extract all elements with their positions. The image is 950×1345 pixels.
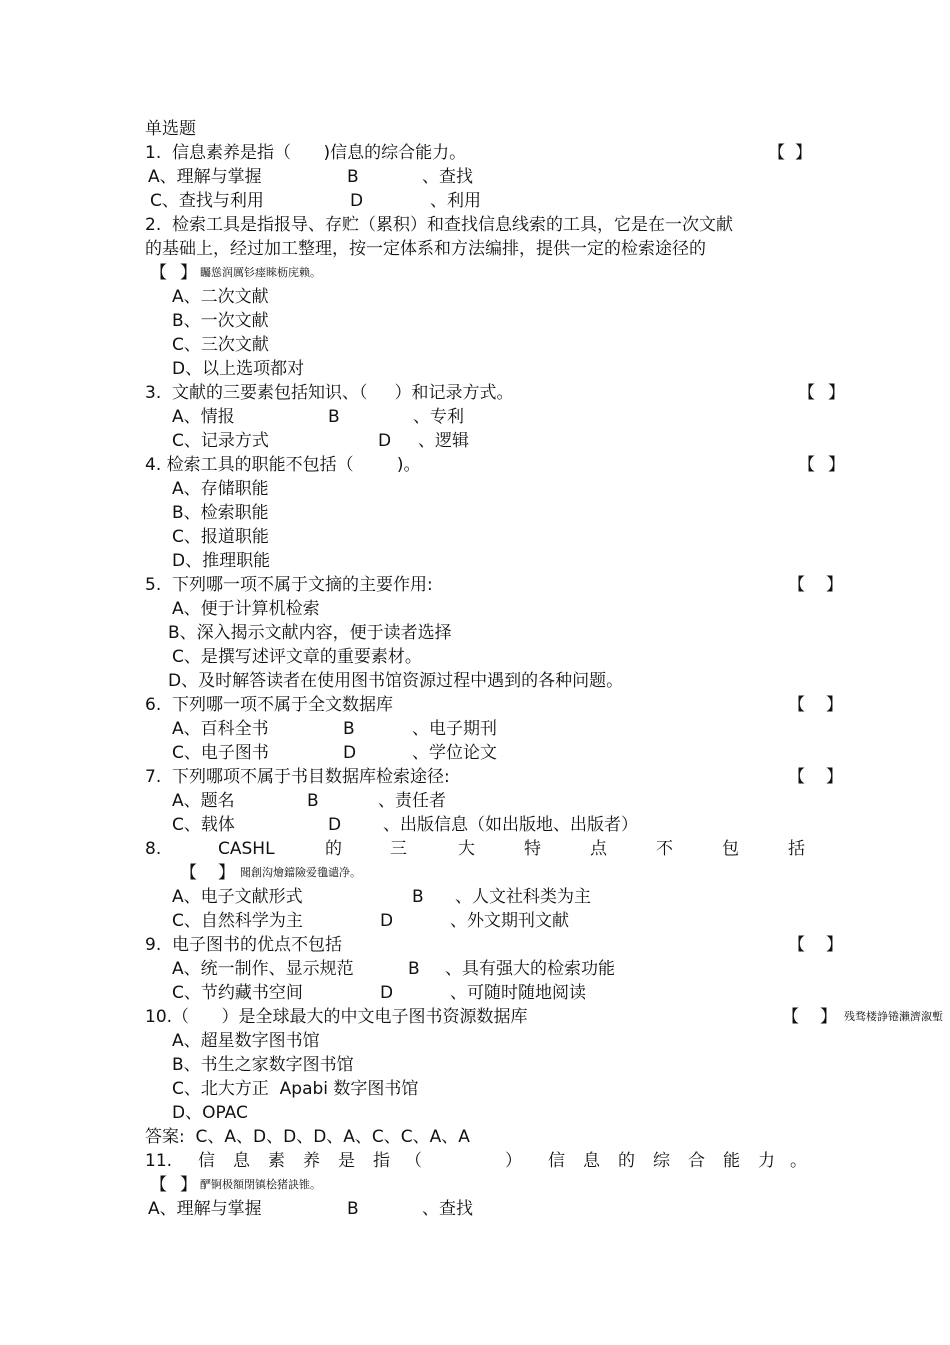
q10-option-b: B、书生之家数字图书馆 <box>172 1055 354 1075</box>
q8-word: 大 <box>458 839 475 859</box>
q11-char: （ <box>405 1151 422 1171</box>
q3-option-d-letter: D <box>378 431 392 451</box>
q10-stem: 10.（ ）是全球最大的中文电子图书资源数据库 <box>145 1007 528 1027</box>
q8-option-c: C、自然科学为主 <box>172 911 303 931</box>
answer-key: 答案: C、A、D、D、D、A、C、C、A、A <box>145 1127 470 1147</box>
q9-option-c: C、节约藏书空间 <box>172 983 303 1003</box>
q2-bracket-close: 】 <box>180 263 197 283</box>
q2-option-d: D、以上选项都对 <box>172 359 305 379</box>
q1-bracket-close: 】 <box>795 143 812 163</box>
q2-bracket-open: 【 <box>150 263 167 283</box>
q2-option-b: B、一次文献 <box>172 311 269 331</box>
q11-bracket-open: 【 <box>150 1175 167 1195</box>
q6-option-a: A、百科全书 <box>172 719 269 739</box>
q11-char: 素 <box>268 1151 285 1171</box>
q4-bracket-open: 【 <box>798 455 815 475</box>
q10-bracket-close: 】 <box>820 1007 837 1027</box>
q7-bracket-open: 【 <box>788 767 805 787</box>
q4-bracket-close: 】 <box>828 455 845 475</box>
q11-char: 能 <box>723 1151 740 1171</box>
q9-option-b-letter: B <box>408 959 420 979</box>
q5-bracket-open: 【 <box>788 575 805 595</box>
q10-noise-text: 残骛楼諍锩瀨濟溆塹 <box>844 1010 943 1023</box>
q11-char: 力 <box>758 1151 775 1171</box>
q11-option-a: A、理解与掌握 <box>148 1199 262 1219</box>
q11-option-b-letter: B <box>347 1199 359 1219</box>
q2-option-c: C、三次文献 <box>172 335 269 355</box>
q1-option-b: 、查找 <box>422 167 473 187</box>
q11-char: 息 <box>583 1151 600 1171</box>
q2-stem-line2: 的基础上，经过加工整理，按一定体系和方法编排，提供一定的检索途径的 <box>145 239 706 259</box>
q7-bracket-close: 】 <box>826 767 843 787</box>
q8-option-a: A、电子文献形式 <box>172 887 303 907</box>
q4-option-c: C、报道职能 <box>172 527 269 547</box>
q5-option-d: D、及时解答读者在使用图书馆资源过程中遇到的各种问题。 <box>168 671 624 691</box>
q5-stem: 5. 下列哪一项不属于文摘的主要作用: <box>145 575 433 595</box>
q11-char: 养 <box>303 1151 320 1171</box>
section-title: 单选题 <box>145 119 196 139</box>
q8-option-d-letter: D <box>380 911 394 931</box>
q5-option-a: A、便于计算机检索 <box>172 599 320 619</box>
q3-option-a: A、情报 <box>172 407 235 427</box>
q3-option-d: 、逻辑 <box>418 431 469 451</box>
q11-char: 信 <box>198 1151 215 1171</box>
q11-bracket-close: 】 <box>180 1175 197 1195</box>
q10-bracket-open: 【 <box>782 1007 799 1027</box>
q10-option-c: C、北大方正 Apabi 数字图书馆 <box>172 1079 419 1099</box>
q8-noise-text: 聞創沟燴鐺險爱氇谴净。 <box>240 866 361 879</box>
q11-char: 指 <box>373 1151 390 1171</box>
q8-word: 的 <box>325 839 342 859</box>
q1-option-b-letter: B <box>347 167 359 187</box>
q8-word: 包 <box>722 839 739 859</box>
q11-noise-text: 酽锕极額閉镇桧猪訣锥。 <box>200 1178 321 1191</box>
q9-bracket-open: 【 <box>788 935 805 955</box>
q8-number: 8. <box>145 839 162 859</box>
q6-option-d: 、学位论文 <box>412 743 497 763</box>
q3-bracket-open: 【 <box>798 383 815 403</box>
q11-char: 综 <box>653 1151 670 1171</box>
q10-option-a: A、超星数字图书馆 <box>172 1031 320 1051</box>
q11-char: 息 <box>233 1151 250 1171</box>
q9-option-d: 、可随时随地阅读 <box>450 983 586 1003</box>
q8-word: 不 <box>656 839 673 859</box>
q3-stem: 3. 文献的三要素包括知识、（ ）和记录方式。 <box>145 383 514 403</box>
q5-option-c: C、是撰写述评文章的重要素材。 <box>172 647 422 667</box>
q6-bracket-open: 【 <box>788 695 805 715</box>
q7-option-b: 、责任者 <box>378 791 446 811</box>
q8-word: 括 <box>788 839 805 859</box>
q3-bracket-close: 】 <box>828 383 845 403</box>
q8-bracket-open: 【 <box>180 863 197 883</box>
q4-option-d: D、推理职能 <box>172 551 271 571</box>
q8-word: CASHL <box>218 839 275 859</box>
q8-word: 点 <box>590 839 607 859</box>
q3-option-c: C、记录方式 <box>172 431 269 451</box>
q1-stem: 1. 信息素养是指（ )信息的综合能力。 <box>145 143 467 163</box>
q9-option-d-letter: D <box>380 983 394 1003</box>
q7-option-c: C、载体 <box>172 815 235 835</box>
q11-char: 合 <box>688 1151 705 1171</box>
q7-option-a: A、题名 <box>172 791 235 811</box>
q1-option-d-letter: D <box>350 191 364 211</box>
q6-bracket-close: 】 <box>826 695 843 715</box>
q7-option-b-letter: B <box>307 791 319 811</box>
q2-stem-line1: 2. 检索工具是指报导、存贮（累积）和查找信息线索的工具，它是在一次文献 <box>145 215 734 235</box>
q6-option-b: 、电子期刊 <box>412 719 497 739</box>
q11-char: 是 <box>338 1151 355 1171</box>
q7-option-d: 、出版信息（如出版地、出版者） <box>383 815 638 835</box>
q7-option-d-letter: D <box>328 815 342 835</box>
q8-option-b-letter: B <box>412 887 424 907</box>
q4-option-b: B、检索职能 <box>172 503 269 523</box>
q8-option-b: 、人文社科类为主 <box>455 887 591 907</box>
q1-option-d: 、利用 <box>430 191 481 211</box>
q11-char: 信 <box>548 1151 565 1171</box>
q1-option-a: A、理解与掌握 <box>148 167 262 187</box>
q11-char: 的 <box>618 1151 635 1171</box>
q11-char: ） <box>505 1151 522 1171</box>
q2-noise-text: 矚慫润厲钐瘗睞枥庑赖。 <box>200 266 321 279</box>
q4-stem: 4. 检索工具的职能不包括（ )。 <box>145 455 421 475</box>
q4-option-a: A、存储职能 <box>172 479 269 499</box>
q9-bracket-close: 】 <box>826 935 843 955</box>
q3-option-b: 、专利 <box>413 407 464 427</box>
q6-option-b-letter: B <box>343 719 355 739</box>
q1-bracket-open: 【 <box>768 143 785 163</box>
q1-option-c: C、查找与利用 <box>150 191 264 211</box>
q8-word: 特 <box>524 839 541 859</box>
q6-option-d-letter: D <box>343 743 357 763</box>
q11-char: 。 <box>790 1151 807 1171</box>
q9-option-b: 、具有强大的检索功能 <box>445 959 615 979</box>
q9-option-a: A、统一制作、显示规范 <box>172 959 354 979</box>
q10-option-d: D、OPAC <box>172 1103 248 1123</box>
q6-option-c: C、电子图书 <box>172 743 269 763</box>
q11-number: 11. <box>145 1151 173 1171</box>
q2-option-a: A、二次文献 <box>172 287 269 307</box>
q8-bracket-close: 】 <box>218 863 235 883</box>
q11-option-b: 、查找 <box>422 1199 473 1219</box>
q3-option-b-letter: B <box>328 407 340 427</box>
q5-bracket-close: 】 <box>826 575 843 595</box>
q7-stem: 7. 下列哪项不属于书目数据库检索途径: <box>145 767 450 787</box>
q6-stem: 6. 下列哪一项不属于全文数据库 <box>145 695 394 715</box>
q5-option-b: B、深入揭示文献内容，便于读者选择 <box>168 623 452 643</box>
q9-stem: 9. 电子图书的优点不包括 <box>145 935 343 955</box>
q8-option-d: 、外文期刊文献 <box>450 911 569 931</box>
q8-word: 三 <box>390 839 407 859</box>
